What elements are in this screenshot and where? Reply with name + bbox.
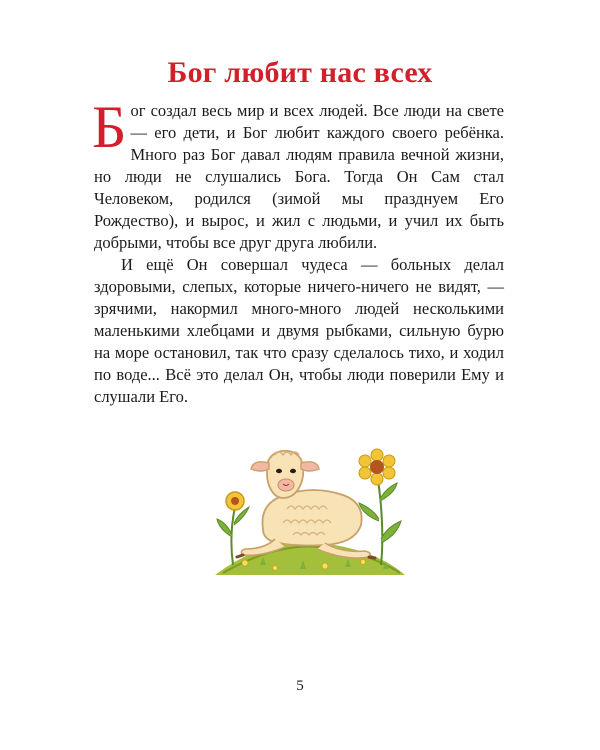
page-number: 5: [296, 678, 304, 694]
drop-cap: Б: [92, 94, 127, 160]
paragraph-2: И ещё Он совершал чудеса — больных делал здоровыми, слепых, которые ничего-ничего не видят, — зрячими, накормил много-много людей несколькими маленькими хлебцами и двумя рыбками, сильную бурю на море остановил, так что сразу сделалось тихо, и ходил по воде... Всё это делал Он, чтобы люди поверили Ему и слушали Его.: [94, 255, 504, 406]
lamb-with-flowers-icon: [205, 425, 415, 595]
paragraph-1: [92, 94, 504, 254]
body-text: [92, 94, 504, 408]
page-title: Бог любит нас всех: [167, 56, 433, 89]
paragraph-1-text: ог создал весь мир и всех людей. Все люди на свете — его дети, и Бог любит каждого своего ребёнка. Много раз Бог давал людям правила вечной жизни, но люди не слушались Бога. Тогда Он Сам стал Человеком, родился (зимой мы празднуем Его Рождество), и вырос, и жил с людьми, и учил их быть добрыми, чтобы все друг друга любили.: [94, 101, 504, 252]
